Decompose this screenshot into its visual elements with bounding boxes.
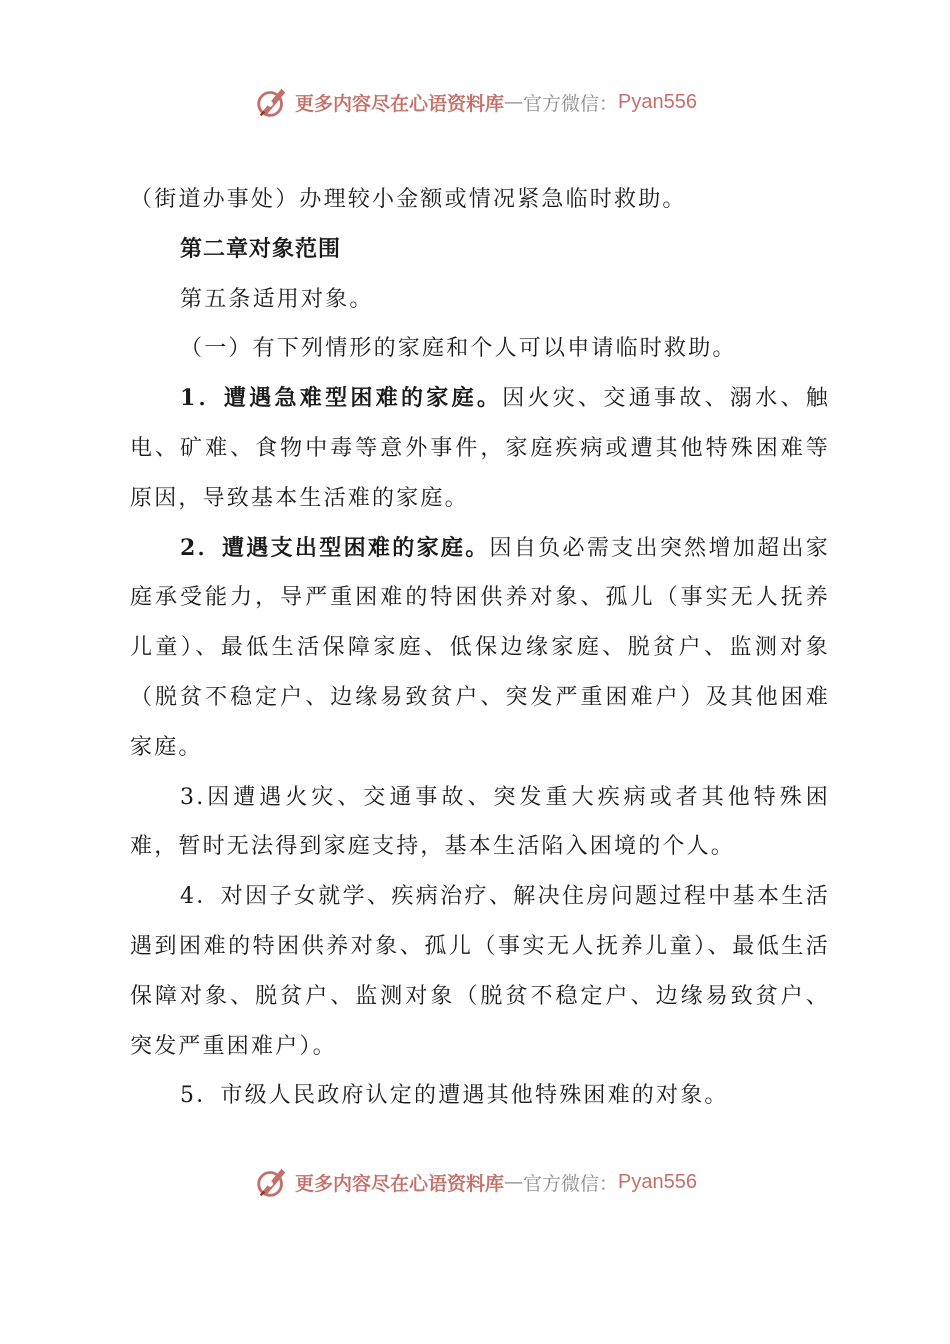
item-4: 4．对因子女就学、疾病治疗、解决住房问题过程中基本生活遇到困难的特困供养对象、孤儿（事实无人抚养儿童）、最低生活保障对象、脱贫户、监测对象（脱贫不稳定户、边缘易致贫户、突发严重困难户）。 — [130, 884, 830, 1059]
chapter-heading: 第二章对象范围 — [180, 235, 342, 262]
banner-title: 更多内容尽在心语资料库 — [295, 1172, 505, 1195]
clause-one: （一）有下列情形的家庭和个人可以申请临时救助。 — [180, 336, 737, 362]
item-5: 5．市级人民政府认定的遭遇其他特殊困难的对象。 — [180, 1083, 729, 1109]
item-2 — [130, 524, 830, 773]
banner-subtitle: 官方微信： — [523, 1172, 619, 1195]
item-3: 3.因遭遇火灾、交通事故、突发重大疾病或者其他特殊困难，暂时无法得到家庭支持，基本生活陷入困境的个人。 — [130, 784, 830, 860]
quill-pen-logo-icon — [253, 1163, 291, 1201]
item-2-lead: 2．遭遇支出型困难的家庭。 — [180, 534, 490, 561]
footer-banner — [0, 1160, 950, 1204]
quill-pen-logo-icon — [253, 83, 291, 121]
paragraph-continuation: （街道办事处）办理较小金额或情况紧急临时救助。 — [130, 187, 687, 212]
banner-dash: — — [504, 1171, 524, 1193]
article-title: 第五条适用对象。 — [180, 286, 374, 312]
item-1-lead: 1．遭遇急难型困难的家庭。 — [180, 385, 503, 412]
item-1 — [130, 374, 830, 523]
banner-title: 更多内容尽在心语资料库 — [295, 92, 505, 115]
header-banner — [0, 80, 950, 124]
banner-subtitle: 官方微信： — [523, 92, 619, 115]
banner-wechat-id: Pyan556 — [618, 90, 697, 113]
item-2-text: 因自负必需支出突然增加超出家庭承受能力，导严重困难的特困供养对象、孤儿（事实无人抚养儿童）、最低生活保障家庭、低保边缘家庭、脱贫户、监测对象（脱贫不稳定户、边缘易致贫户、突发严重困难户）及其他困难家庭。 — [130, 535, 830, 760]
banner-dash: — — [504, 91, 524, 113]
item-1-text: 因火灾、交通事故、溺水、触电、矿难、食物中毒等意外事件，家庭疾病或遭其他特殊困难等原因，导致基本生活难的家庭。 — [130, 386, 830, 511]
document-body — [130, 175, 830, 1121]
banner-wechat-id: Pyan556 — [618, 1170, 697, 1193]
